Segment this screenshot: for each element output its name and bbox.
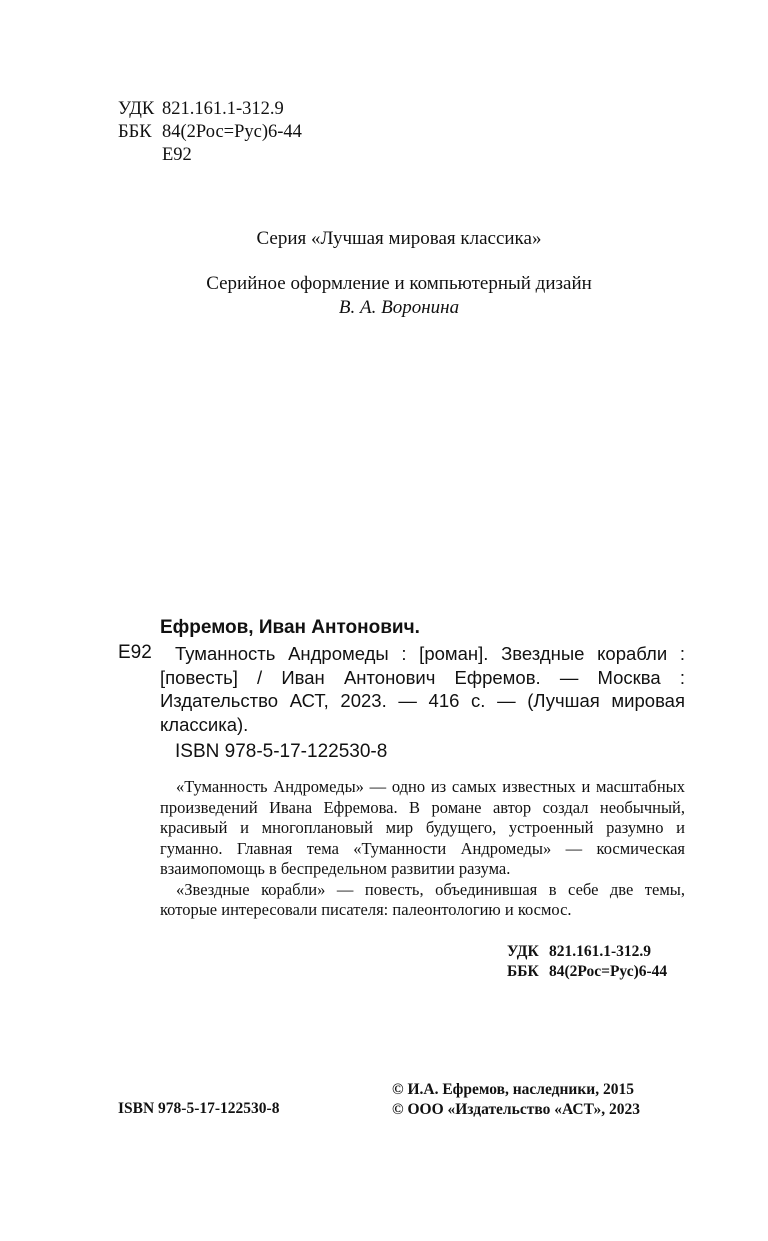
udk-label: УДК [118,99,155,119]
classification-block-top [118,98,302,167]
bbk-row [118,121,302,144]
udk-value: 821.161.1-312.9 [549,943,652,960]
bbk-label: ББК [118,122,152,142]
isbn-bottom: ISBN 978-5-17-122530-8 [118,1100,280,1117]
catalog-author: Ефремов, Иван Антонович. [160,617,420,638]
bbk-value: 84(2Рос=Рус)6-44 [162,122,302,142]
copyright-line: © И.А. Ефремов, наследники, 2015 [392,1081,634,1098]
annotation-paragraph: «Туманность Андромеды» — одно из самых известных и масштабных произведений Ивана Ефремова. В романе автор создал необычный, красивый и многоплановый мир будущего, устроенный разумно и гуманно. Главная тема «Туманности Андромеды» — космическая взаимопомощь в беспредельном развитии разума. [160,777,685,878]
udk-row [507,942,667,962]
design-line: Серийное оформление и компьютерный дизайн [206,273,592,294]
annotation-paragraph: «Звездные корабли» — повесть, объединившая в себе две темы, которые интересовали писателя: палеонтологию и космос. [160,879,685,919]
design-credit [0,272,768,320]
udk-value: 821.161.1-312.9 [162,99,284,119]
copyright-block [392,1080,640,1120]
udk-row [118,98,302,121]
annotation [160,777,685,921]
catalog-description: Туманность Андромеды : [роман]. Звездные корабли : [повесть] / Иван Антонович Ефремов. — Москва : Издательство АСТ, 2023. — 416 с. — (Лучшая мировая классика). [160,643,685,735]
designer-name: В. А. Воронина [338,297,460,318]
classification-block-bottom [507,942,667,982]
author-mark: Е92 [162,145,192,165]
catalog-isbn: ISBN 978-5-17-122530-8 [175,741,388,762]
udk-label: УДК [507,943,539,960]
series-line: Серия «Лучшая мировая классика» [256,228,542,249]
copyright-line: © ООО «Издательство «АСТ», 2023 [392,1101,641,1118]
bbk-row [507,962,667,982]
bbk-label: ББК [507,963,539,980]
bbk-value: 84(2Рос=Рус)6-44 [549,963,668,980]
catalog-mark: Е92 [118,642,152,663]
